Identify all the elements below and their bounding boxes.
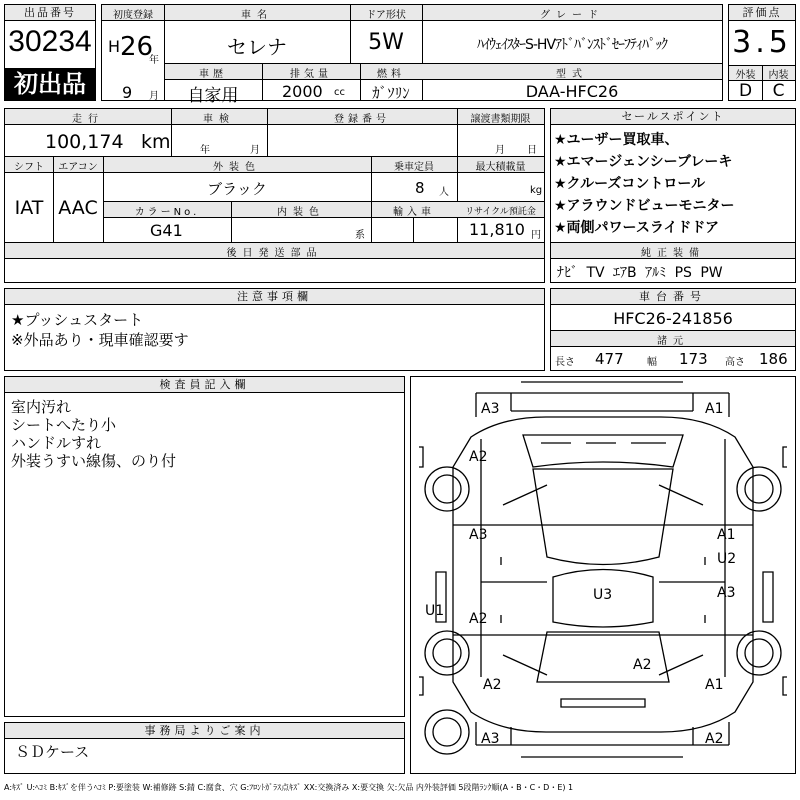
notes-label: 注意事項欄: [5, 289, 544, 305]
ac-value: AAC: [58, 197, 98, 219]
mileage-unit: km: [141, 131, 171, 153]
ac-label: エアコン: [58, 162, 98, 173]
mileage-label: 走行: [72, 114, 104, 125]
registration-year-unit: 年: [149, 55, 159, 66]
recycle-value: 11,810: [469, 220, 525, 239]
width-value: 173: [679, 350, 708, 368]
inspection-month-unit: 月: [250, 145, 260, 156]
damage-mark: U2: [717, 551, 737, 567]
length-value: 477: [595, 350, 624, 368]
exterior-label: 外装: [735, 70, 756, 81]
inspector-line-3: ハンドルすれ: [11, 434, 102, 452]
sales-points-label: セールスポイント: [551, 109, 795, 125]
evaluation-score: 3.5: [732, 25, 792, 60]
fuel-label: 燃料: [377, 69, 405, 80]
length-label: 長さ: [555, 357, 575, 368]
equipment-label: 純正装備: [641, 248, 705, 259]
sales-point-2: ★エマージェンシーブレーキ: [554, 154, 733, 170]
interior-grade: C: [772, 81, 785, 101]
door-type: 5W: [368, 30, 404, 55]
evaluation-box: [728, 4, 796, 101]
damage-mark: A3: [481, 401, 500, 417]
exterior-grade: D: [738, 81, 753, 101]
damage-mark: A2: [705, 731, 724, 747]
interior-label: 内装: [768, 70, 789, 81]
damage-mark: A3: [481, 731, 500, 747]
equipment-item: PS: [674, 265, 692, 281]
sales-point-1: ★ユーザー買取車、: [554, 132, 679, 148]
chassis-box: [550, 288, 796, 371]
color-no-value: G41: [150, 221, 183, 240]
car-outline: [411, 377, 795, 773]
damage-mark: U3: [593, 587, 613, 603]
equipment-item: ｴｱB: [613, 265, 637, 281]
shift-label: シフト: [14, 162, 44, 173]
office-box: [4, 722, 405, 774]
history: 自家用: [187, 86, 239, 106]
fuel: ｶﾞｿﾘﾝ: [372, 84, 410, 102]
width-label: 幅: [647, 357, 657, 368]
office-text: ＳＤケース: [15, 743, 90, 761]
registration-month-unit: 月: [149, 91, 159, 102]
transfer-doc-label: 譲渡書類期限: [470, 114, 531, 125]
equipment-list: [557, 262, 723, 282]
chassis-number: HFC26-241856: [613, 309, 733, 328]
damage-mark: A2: [469, 611, 488, 627]
displacement-label: 排気量: [290, 69, 332, 80]
dimensions-label: 諸元: [657, 336, 689, 347]
inspector-label: 検査員記入欄: [5, 377, 404, 393]
lot-number: 30234: [8, 25, 92, 58]
chassis-label: 車台番号: [551, 289, 795, 305]
height-value: 186: [759, 350, 788, 368]
grade: ﾊｲｳｪｲｽﾀｰS-HVｱﾄﾞﾊﾞﾝｽﾄﾞｾｰﾌﾃｨﾊﾟｯｸ: [476, 37, 668, 53]
equipment-item: PW: [700, 265, 723, 281]
inspection-label: 車検: [203, 114, 235, 125]
damage-mark: A2: [483, 677, 502, 693]
damage-mark: A2: [469, 449, 488, 465]
lot-number-label: 出品番号: [5, 5, 95, 21]
inspector-line-2: シートへたり小: [11, 416, 117, 434]
damage-mark: A1: [705, 677, 724, 693]
door-label: ドア形状: [366, 10, 406, 21]
grade-label: グレード: [540, 10, 604, 21]
later-parts-label: 後日発送部品: [226, 248, 323, 259]
first-listing-badge: 初出品: [5, 68, 95, 100]
inspection-year-unit: 年: [200, 145, 210, 156]
equipment-item: TV: [586, 265, 605, 281]
ext-color-label: 外装色: [213, 162, 261, 173]
model: DAA-HFC26: [525, 82, 619, 101]
specs-box: [4, 108, 545, 283]
equipment-item: ｱﾙﾐ: [645, 265, 667, 281]
inspector-box: [4, 376, 405, 717]
car-name: セレナ: [227, 35, 287, 59]
sales-point-5: ★両側パワースライドドア: [554, 220, 720, 236]
capacity-unit: 人: [439, 187, 449, 198]
damage-mark: A1: [705, 401, 724, 417]
capacity-label: 乗車定員: [394, 162, 434, 173]
sales-point-3: ★クルーズコントロール: [554, 176, 706, 192]
registration-month: 9: [122, 83, 133, 102]
damage-mark: U1: [425, 603, 445, 619]
int-color-unit: 系: [355, 230, 365, 241]
int-color-label: 内装色: [277, 207, 325, 218]
notes-box: [4, 288, 545, 371]
lot-number-box: [4, 4, 96, 101]
sales-point-4: ★アラウンドビューモニター: [554, 198, 735, 214]
mileage-value: 100,174: [45, 131, 124, 153]
car-diagram: [410, 376, 796, 774]
transfer-month-unit: 月: [495, 145, 505, 156]
history-label: 車歴: [199, 69, 227, 80]
ext-color-value: ブラック: [207, 180, 267, 198]
registration-year: 26: [120, 32, 154, 62]
damage-mark: A3: [717, 585, 736, 601]
note-line-2: ※外品あり・現車確認要す: [11, 331, 189, 349]
damage-mark: A1: [717, 527, 736, 543]
note-line-1: ★プッシュスタート: [11, 311, 144, 329]
import-label: 輸入車: [393, 207, 435, 218]
inspector-line-4: 外装うすい線傷、のり付: [11, 452, 177, 470]
max-load-label: 最大積載量: [475, 162, 526, 173]
displacement: 2000: [282, 82, 323, 101]
office-label: 事務局よりご案内: [5, 723, 404, 739]
registration-label: 初度登録: [113, 10, 153, 21]
sales-points-box: [550, 108, 796, 283]
transfer-day-unit: 日: [527, 145, 537, 156]
model-label: 型式: [556, 69, 588, 80]
recycle-unit: 円: [531, 230, 541, 241]
registration-no-label: 登録番号: [334, 114, 390, 125]
color-no-label: カラーNo.: [134, 207, 200, 218]
damage-mark: A2: [633, 657, 652, 673]
equipment-item: ﾅﾋﾞ: [557, 265, 578, 281]
capacity-value: 8: [415, 179, 425, 197]
shift-value: IAT: [14, 197, 44, 219]
inspector-line-1: 室内汚れ: [11, 398, 72, 416]
height-label: 高さ: [725, 357, 745, 368]
evaluation-label: 評価点: [729, 5, 795, 21]
damage-mark: A3: [469, 527, 488, 543]
car-name-label: 車名: [241, 10, 273, 21]
recycle-label: リサイクル預託金: [465, 207, 536, 217]
vehicle-info-box: [101, 4, 723, 106]
legend: A:ｷｽﾞ U:ﾍｺﾐ B:ｷｽﾞを伴うﾍｺﾐ P:要塗装 W:補修跡 S:錆 C:腐食、穴 G:ﾌﾛﾝﾄｶﾞﾗｽ点ｷｽﾞ XX:交換済み X:要交換 欠:欠品 内外装評価 5段階ﾗﾝｸ順(A・B・C・D・E) 1: [4, 783, 574, 792]
max-load-unit: kg: [530, 185, 543, 196]
displacement-unit: cc: [334, 87, 345, 98]
registration-era: H: [108, 37, 121, 56]
